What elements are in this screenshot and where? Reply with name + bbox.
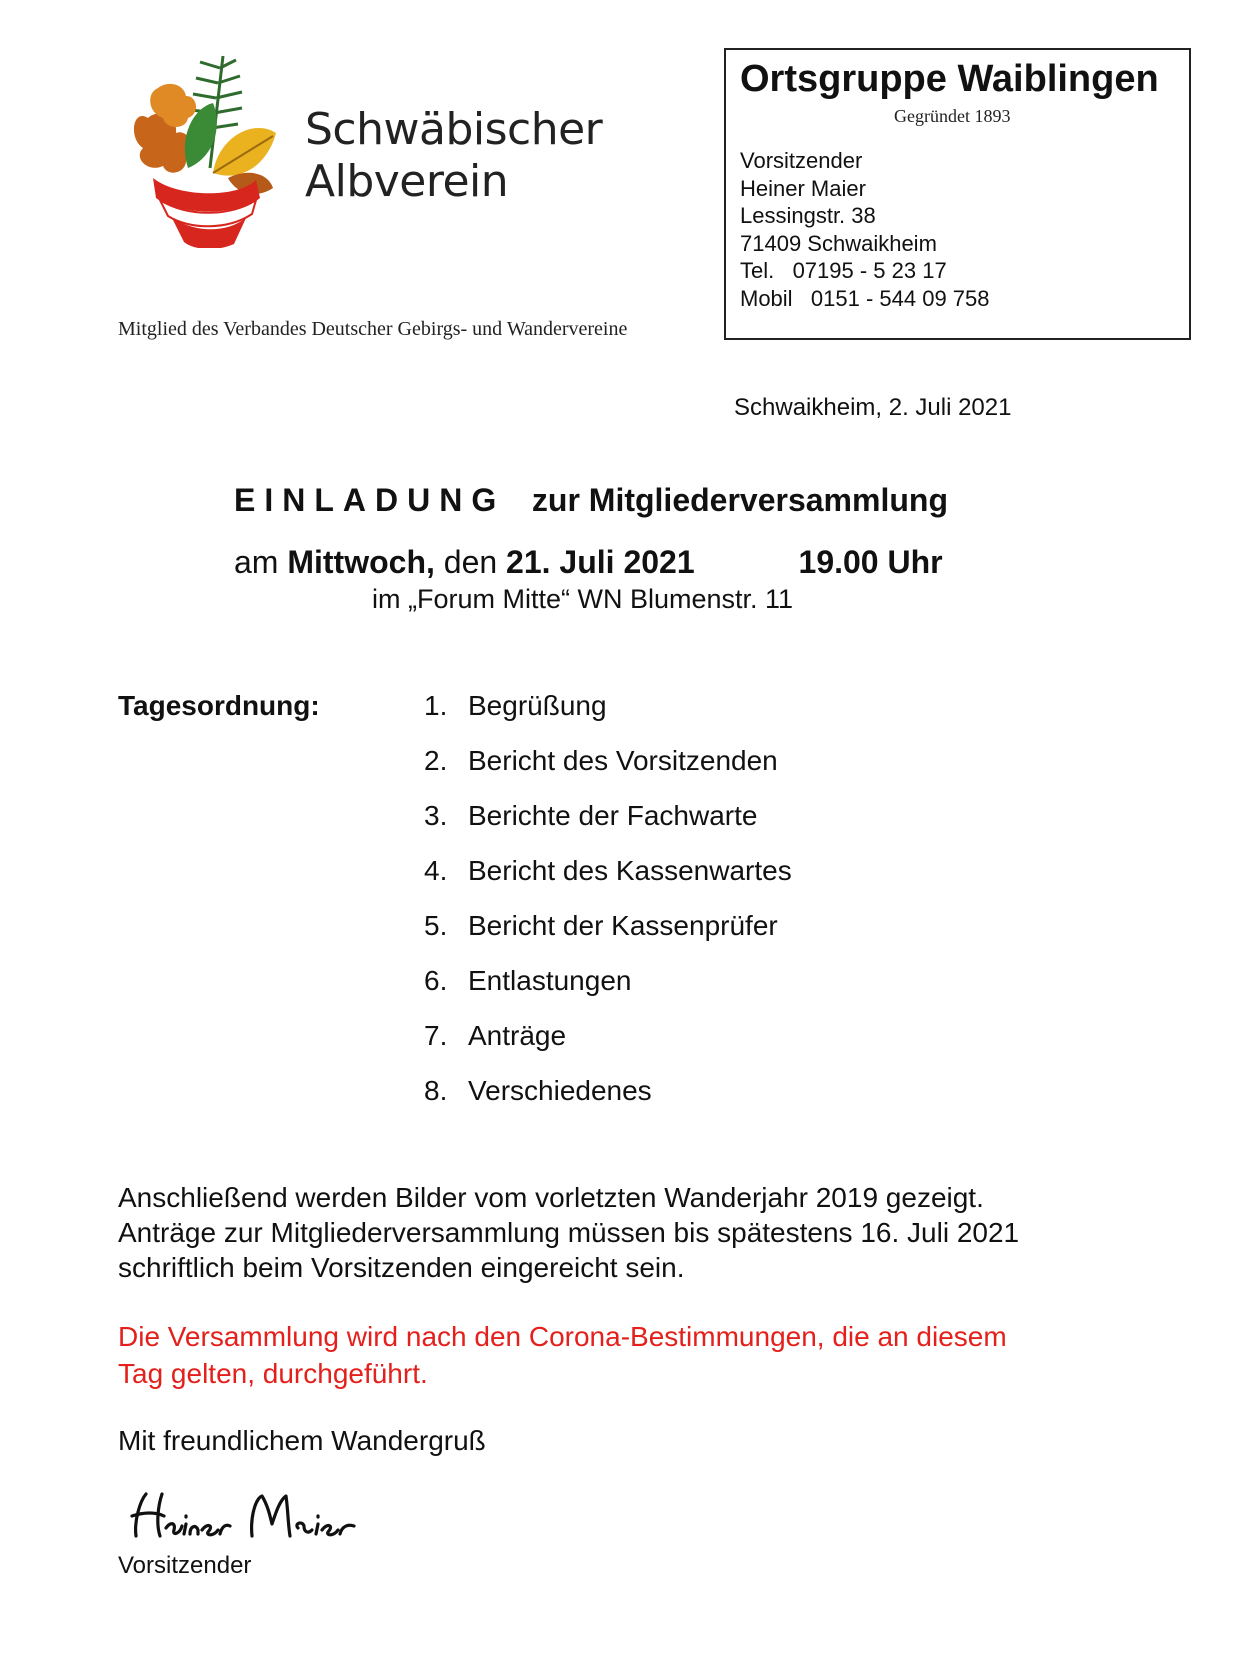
agenda-item (424, 690, 792, 745)
agenda-num: 3. (424, 800, 448, 831)
notes-line: schriftlich beim Vorsitzenden eingereicht sein. (118, 1252, 685, 1283)
agenda-item (424, 910, 792, 965)
invitation-title (234, 482, 948, 519)
albverein-logo-icon (128, 48, 278, 248)
agenda-num: 8. (424, 1075, 448, 1106)
corona-line: Tag gelten, durchgeführt. (118, 1358, 428, 1389)
address-line: Lessingstr. 38 (740, 203, 876, 228)
corona-line: Die Versammlung wird nach den Corona-Bestimmungen, die an diesem (118, 1321, 1007, 1352)
place-date: Schwaikheim, 2. Juli 2021 (734, 394, 1012, 421)
closing-greeting: Mit freundlichem Wandergruß (118, 1425, 486, 1456)
founded-year: Gegründet 1893 (894, 106, 1011, 126)
agenda-num: 2. (424, 745, 448, 776)
logo-wordmark (305, 104, 602, 208)
meeting-location: im „Forum Mitte“ WN Blumenstr. 11 (372, 584, 794, 614)
meeting-time: 19.00 Uhr (798, 544, 943, 580)
handwritten-signature (122, 1486, 382, 1546)
agenda-num: 1. (424, 690, 448, 721)
membership-line: Mitglied des Verbandes Deutscher Gebirgs- und Wandervereine (118, 318, 628, 340)
invitation-title-spaced: EINLADUNG (234, 482, 506, 518)
address-line: Vorsitzender (740, 148, 863, 173)
agenda-item (424, 1020, 792, 1075)
address-box (724, 48, 1191, 340)
agenda-item (424, 965, 792, 1020)
signer-role: Vorsitzender (118, 1552, 252, 1579)
notes-line: Anträge zur Mitgliederversammlung müssen bis spätestens 16. Juli 2021 (118, 1217, 1020, 1248)
phone-line: Tel. 07195 - 5 23 17 (740, 258, 947, 283)
address-line: Heiner Maier (740, 175, 866, 201)
agenda-item (424, 745, 792, 800)
agenda-text: Bericht des Vorsitzenden (468, 745, 778, 776)
notes-line: Anschließend werden Bilder vom vorletzten Wanderjahr 2019 gezeigt. (118, 1182, 984, 1213)
date-mid: den (443, 544, 498, 580)
agenda-text: Berichte der Fachwarte (468, 800, 758, 831)
agenda-item (424, 855, 792, 910)
address-lines (740, 147, 990, 312)
agenda-text: Bericht des Kassenwartes (468, 855, 792, 886)
notes-paragraph (118, 1180, 1158, 1285)
address-line: 71409 Schwaikheim (740, 230, 937, 256)
agenda-num: 4. (424, 855, 448, 886)
agenda-item (424, 1075, 792, 1130)
meeting-date: 21. Juli 2021 (506, 544, 695, 580)
agenda-text: Entlastungen (468, 965, 632, 996)
agenda-text: Anträge (468, 1020, 567, 1051)
agenda-text: Begrüßung (468, 690, 607, 721)
invitation-title-rest: zur Mitgliederversammlung (531, 482, 948, 518)
mobile-line: Mobil 0151 - 544 09 758 (740, 285, 990, 311)
agenda-text: Verschiedenes (468, 1075, 652, 1106)
agenda-list (424, 690, 792, 1130)
agenda-item (424, 800, 792, 855)
meeting-date-line (234, 544, 943, 581)
agenda-num: 5. (424, 910, 448, 941)
corona-notice (118, 1318, 1158, 1392)
logo-line-2: Albverein (305, 156, 509, 207)
logo-line-1: Schwäbischer (305, 104, 603, 155)
agenda-num: 6. (424, 965, 448, 996)
agenda-label: Tagesordnung: (118, 690, 320, 721)
date-prefix: am (234, 544, 279, 580)
agenda-num: 7. (424, 1020, 448, 1051)
org-title: Ortsgruppe Waiblingen (740, 58, 1159, 100)
agenda-text: Bericht der Kassenprüfer (468, 910, 778, 941)
weekday: Mittwoch, (287, 544, 435, 580)
